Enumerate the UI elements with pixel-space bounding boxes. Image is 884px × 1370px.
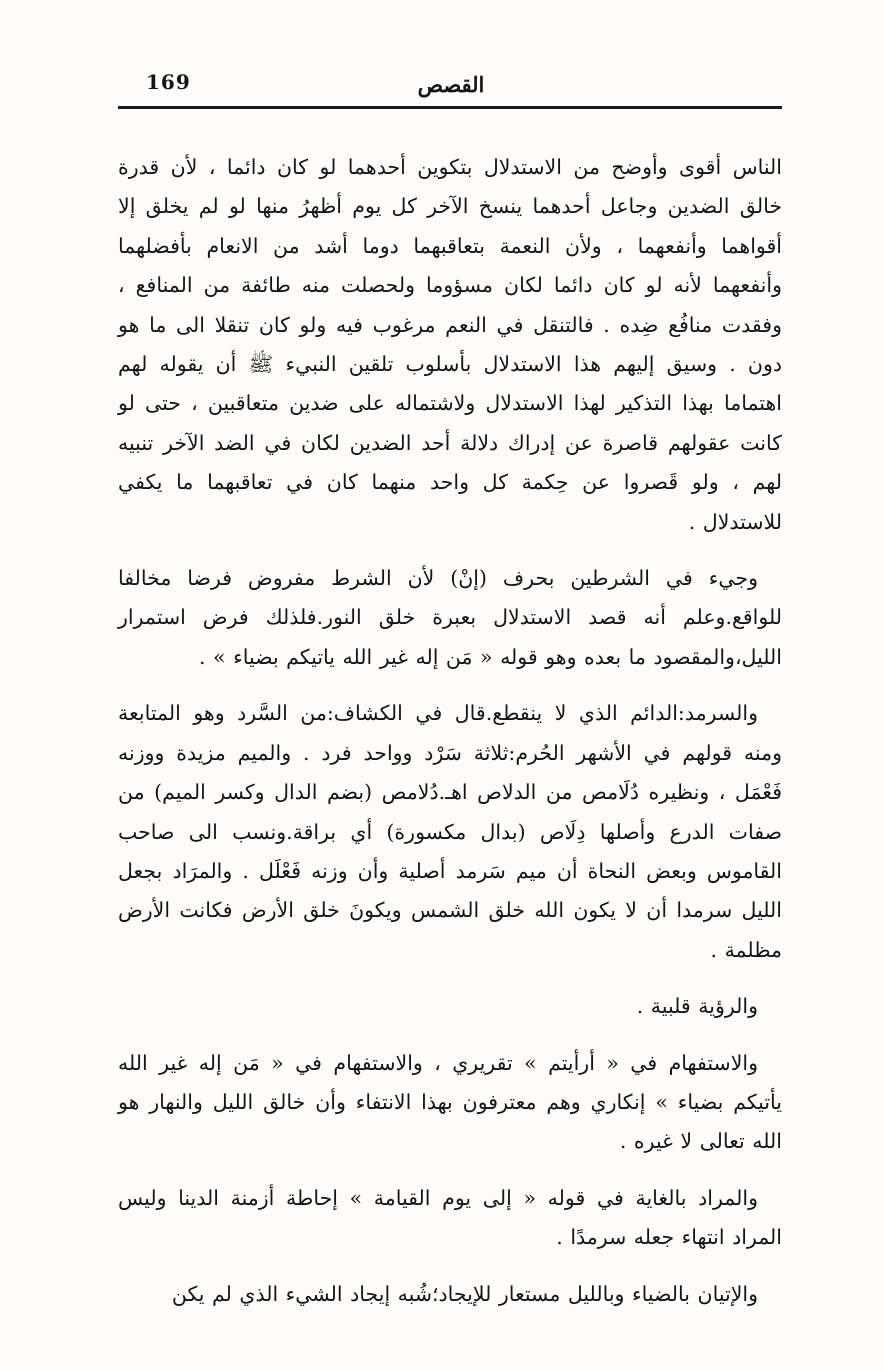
paragraph: والسرمد:الدائم الذي لا ينقطع.قال في الكشاف:من السَّرد وهو المتابعة ومنه قولهم في الأشهر الحُرم:ثلاثة سَرْد وواحد فرد . والميم مزيدة ووزنه فَعْمَل ، ونظيره دُلَامص من الدلاص اهـ.دُلامص (بضم الدال وكسر الميم) من صفات الدرع وأصلها دِلَاص (بدال مكسورة) أي براقة.ونسب الى صاحب القاموس وبعض النحاة أن ميم سَرمد أصلية وأن وزنه فَعْلَل . والمرَاد بجعل الليل سرمدا أن لا يكون الله خلق الشمس ويكونَ خلق الأرض فكانت الأرض مظلمة . [118, 701, 782, 962]
chapter-title: القصص [417, 72, 485, 97]
page-header [120, 70, 782, 104]
paragraph: والإتيان بالضياء وبالليل مستعار للإيجاد؛شُبه إيجاد الشيء الذي لم يكن [171, 1281, 758, 1306]
header-rule [118, 106, 782, 109]
paragraph: والمراد بالغاية في قوله « إلى يوم القيامة » إحاطة أزمنة الدينا وليس المراد انتهاء جعله سرمدًا . [118, 1185, 782, 1250]
paragraph-continuation: الناس أقوى وأوضح من الاستدلال بتكوين أحدهما لو كان دائما ، لأن قدرة خالق الضدين وجاعل أحدهما ينسخ الآخر كل يوم أظهرُ منها لو لم يخلق إلا أقواهما وأنفعهما ، ولأن النعمة بتعاقبهما دوما أشد من الانعام بأفضلهما وأنفعهما لأنه لو كان دائما لكان مسؤوما ولحصلت منه طائفة من المنافع ، وفقدت منافُع ضِده . فالتنقل في النعم مرغوب فيه ولو كان تنقلا الى ما هو دون . وسيق إليهم هذا الاستدلال بأسلوب تلقين النبيء ﷺ أن يقوله لهم اهتماما بهذا التذكير لهذا الاستدلال ولاشتماله على ضدين متعاقبين ، حتى لو كانت عقولهم قاصرة عن إدراك دلالة أحد الضدين لكان في الضد الآخر تنبيه لهم ، ولو قَصروا عن حِكمة كل واحد منهما كان في تعاقبهما ما يكفي للاستدلال . [118, 155, 782, 534]
paragraph: والرؤية قلبية . [636, 994, 758, 1019]
paragraph: والاستفهام في « أرأيتم » تقريري ، والاستفهام في « مَن إله غير الله يأتيكم بضياء » إنكاري وهم معترفون بهذا الانتفاء وأن خالق الليل والنهار هو الله تعالى لا غيره . [118, 1050, 782, 1154]
paragraph: وجيء في الشرطين بحرف (إنْ) لأن الشرط مفروض فرضا مخالفا للواقع.وعلم أنه قصد الاستدلال بعبرة خلق النور.فلذلك فرض استمرار الليل،والمقصود ما بعده وهو قوله « مَن إله غير الله ياتيكم بضياء » . [118, 566, 782, 669]
page-number: 169 [146, 70, 191, 94]
body-text [118, 148, 782, 1331]
